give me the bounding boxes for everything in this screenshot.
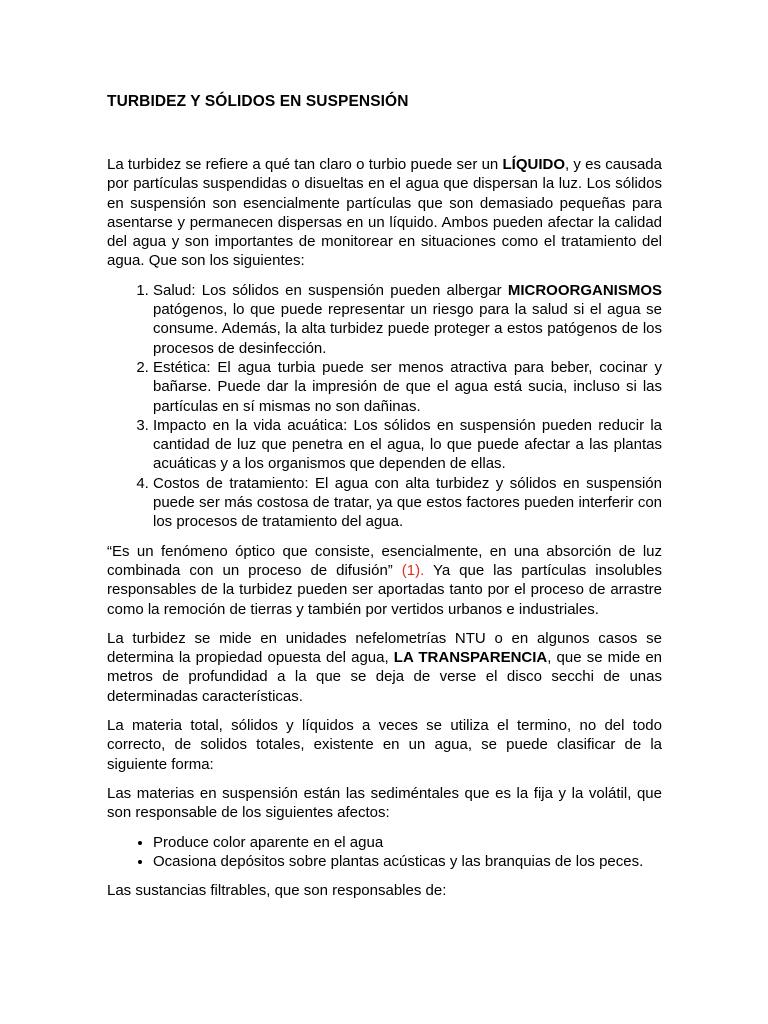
list-item-text: patógenos, lo que puede representar un riesgo para la salud si el agua se consume. Además, la alta turbidez puede proteger a estos patógenos de los procesos de desinfección. — [153, 301, 662, 357]
list-item-impacto — [153, 416, 662, 474]
list-item-costos — [153, 474, 662, 532]
citation-link: (1). — [401, 561, 425, 579]
list-item-estetica — [153, 358, 662, 416]
quote-text-1: “Es un fenómeno óptico que consiste, esencialmente, en una absorción de luz combinada con un proceso de difusión” — [107, 542, 662, 579]
measure-text-1: La turbidez se mide en unidades nefelometrías NTU o en algunos casos se determina la propiedad opuesta del agua, — [107, 629, 662, 667]
bullet-item: • Produce color aparente en el agua — [153, 833, 662, 852]
filtrables-paragraph: Las sustancias filtrables, que son responsables de: — [107, 882, 447, 900]
list-item-text: Costos de tratamiento: El agua con alta turbidez y sólidos en suspensión puede ser más costosa de tratar, ya que estos factores pueden interferir con los procesos de tratamiento del agua. — [153, 474, 662, 531]
list-item-text: Salud: Los sólidos en suspensión pueden albergar — [153, 281, 508, 299]
intro-text-1: La turbidez se refiere a qué tan claro o turbio puede ser un — [107, 156, 503, 173]
intro-text-2: , y es causada por partículas suspendidas o disueltas en el agua que dispersan la luz. Los sólidos en suspensión son esencialmente partículas que son demasiado pequeñas para asentarse y permanecen dispersas en un líquido. Ambos pueden afectar la calidad del agua y son importantes de monitorear en situaciones como el tratamiento del agua. Que son los siguientes: — [107, 156, 662, 270]
bullet-item: • Ocasiona depósitos sobre plantas acústicas y las branquias de los peces. — [153, 852, 662, 871]
list-item-bold: MICROORGANISMOS — [507, 281, 662, 299]
suspension-paragraph: Las materias en suspensión están las sediméntales que es la fija y la volátil, que son responsable de los siguientes afectos: — [107, 784, 662, 822]
list-item-text: Impacto en la vida acuática: Los sólidos en suspensión pueden reducir la cantidad de luz que penetra en el agua, lo que puede afectar a las plantas acuáticas y a los organismos que dependen de ellas. — [153, 416, 662, 473]
intro-bold-liquido: LÍQUIDO — [502, 156, 566, 173]
measure-bold-transparencia: LA TRANSPARENCIA — [393, 649, 548, 667]
list-item-salud — [153, 281, 662, 358]
measure-paragraph — [107, 629, 662, 706]
document-title: TURBIDEZ Y SÓLIDOS EN SUSPENSIÓN — [107, 93, 409, 110]
quote-text-2: Ya que las partículas insolubles responsables de la turbidez pueden ser aportadas tanto por el proceso de arrastre como la remoción de tierras y también por vertidos urbanos e industriales. — [107, 561, 662, 618]
quote-paragraph — [107, 542, 662, 619]
numbered-list — [107, 281, 662, 532]
intro-paragraph — [107, 155, 662, 271]
list-item-text: Estética: El agua turbia puede ser menos atractiva para beber, cocinar y bañarse. Puede dar la impresión de que el agua está sucia, incluso si las partículas en sí mismas no son dañinas. — [153, 358, 662, 415]
bullet-list — [107, 833, 662, 872]
measure-text-2: , que se mide en metros de profundidad a la que se deja de verse el disco secchi de unas determinadas características. — [107, 649, 663, 705]
materia-total-paragraph: La materia total, sólidos y líquidos a veces se utiliza el termino, no del todo correcto, de solidos totales, existente en un agua, se puede clasificar de la siguiente forma: — [107, 717, 662, 773]
document-body — [107, 155, 662, 910]
